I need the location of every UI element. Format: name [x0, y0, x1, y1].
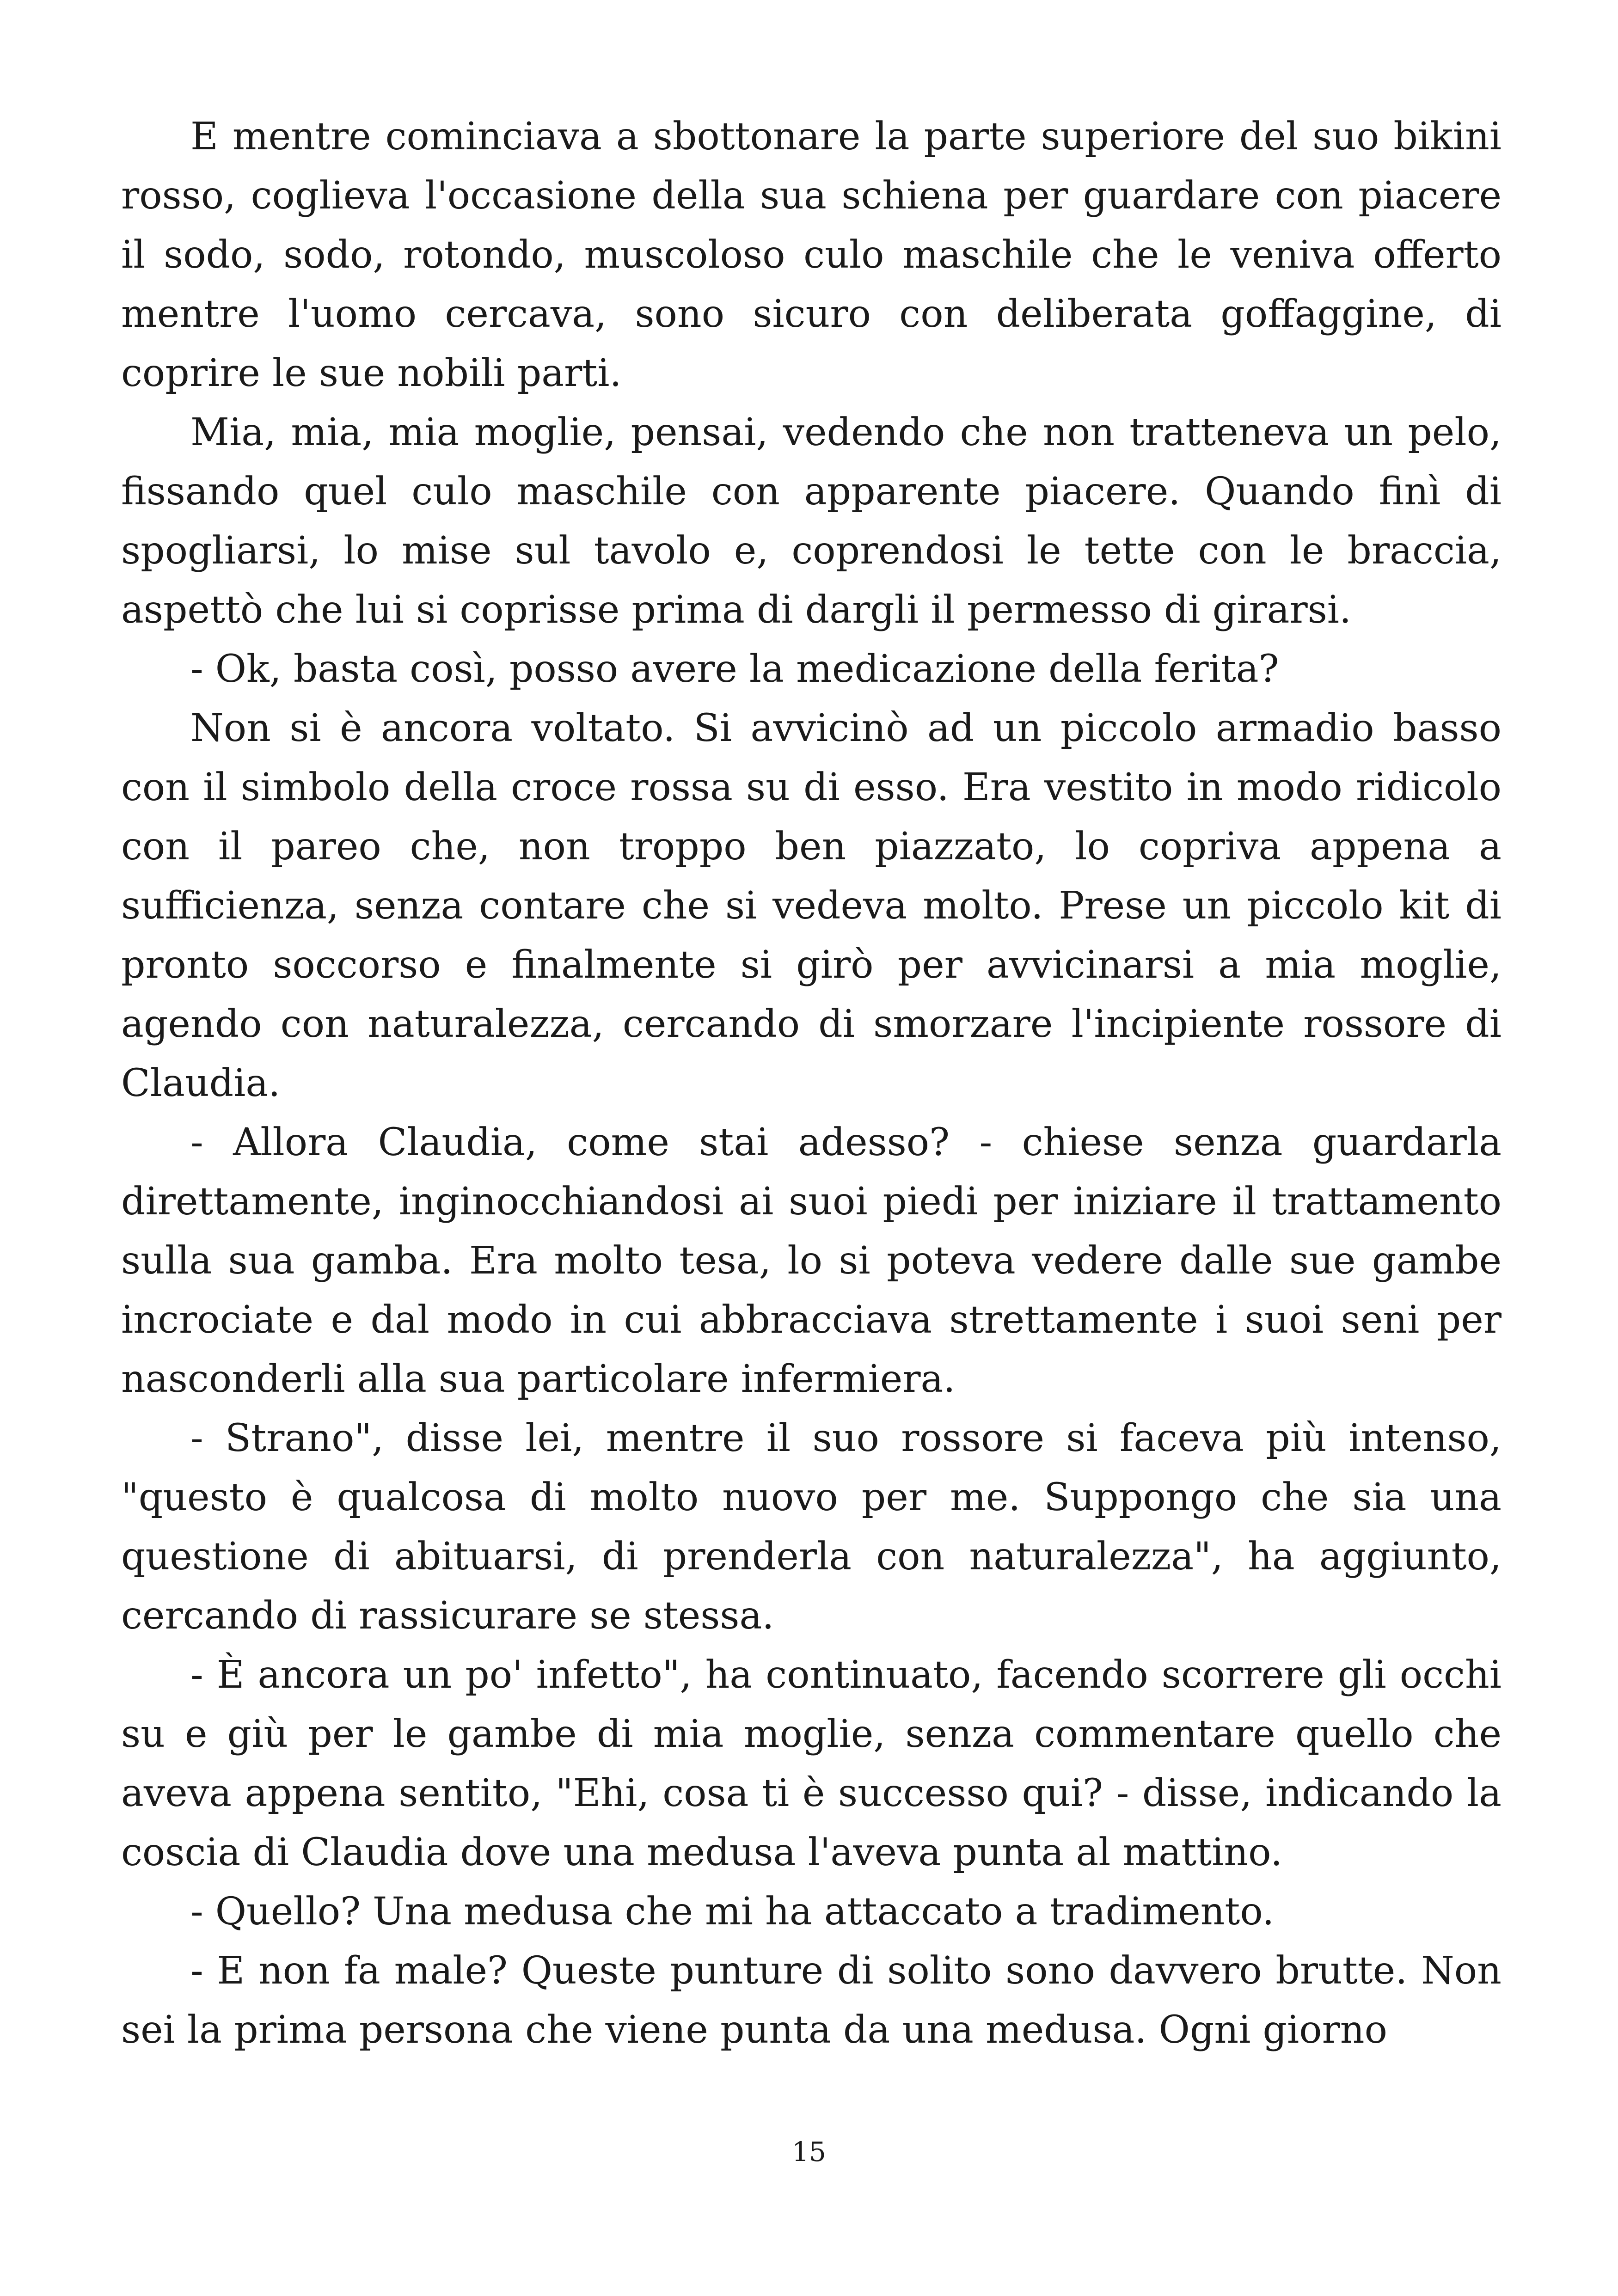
paragraph-7: - È ancora un po' infetto", ha continuato, facendo scorrere gli occhi su e giù per le gambe di mia moglie, senza commentare quello che aveva appena sentito, "Ehi, cosa ti è successo qui? - disse, indicando la coscia di Claudia dove una medusa l'aveva punta al mattino.: [121, 1653, 1502, 1874]
paragraph-1: E mentre cominciava a sbottonare la parte superiore del suo bikini rosso, coglieva l'occasione della sua schiena per guardare con piacere il sodo, sodo, rotondo, muscoloso culo maschile che le veniva offerto mentre l'uomo cercava, sono sicuro con deliberata goffaggine, di coprire le sue nobili parti.: [121, 115, 1502, 395]
body-text: [121, 107, 1502, 2060]
paragraph-8: - Quello? Una medusa che mi ha attaccato a tradimento.: [190, 1890, 1275, 1934]
paragraph-6: - Strano", disse lei, mentre il suo rossore si faceva più intenso, "questo è qualcosa di molto nuovo per me. Suppongo che sia una questione di abituarsi, di prenderla con naturalezza", ha aggiunto, cercando di rassicurare se stessa.: [121, 1416, 1502, 1638]
paragraph-2: Mia, mia, mia moglie, pensai, vedendo che non tratteneva un pelo, fissando quel culo maschile con apparente piacere. Quando finì di spogliarsi, lo mise sul tavolo e, coprendosi le tette con le braccia, aspettò che lui si coprisse prima di dargli il permesso di girarsi.: [121, 410, 1502, 632]
paragraph-3: - Ok, basta così, posso avere la medicazione della ferita?: [190, 647, 1279, 691]
paragraph-4: Non si è ancora voltato. Si avvicinò ad un piccolo armadio basso con il simbolo della croce rossa su di esso. Era vestito in modo ridicolo con il pareo che, non troppo ben piazzato, lo copriva appena a sufficienza, senza contare che si vedeva molto. Prese un piccolo kit di pronto soccorso e finalmente si girò per avvicinarsi a mia moglie, agendo con naturalezza, cercando di smorzare l'incipiente rossore di Claudia.: [121, 706, 1502, 1105]
paragraph-9: - E non fa male? Queste punture di solito sono davvero brutte. Non sei la prima persona che viene punta da una medusa. Ogni giorno: [121, 1949, 1502, 2052]
page-number: 15: [792, 2136, 826, 2167]
paragraph-5: - Allora Claudia, come stai adesso? - chiese senza guardarla direttamente, inginocchiandosi ai suoi piedi per iniziare il trattamento sulla sua gamba. Era molto tesa, lo si poteva vedere dalle sue gambe incrociate e dal modo in cui abbracciava strettamente i suoi seni per nasconderli alla sua particolare infermiera.: [121, 1120, 1502, 1401]
